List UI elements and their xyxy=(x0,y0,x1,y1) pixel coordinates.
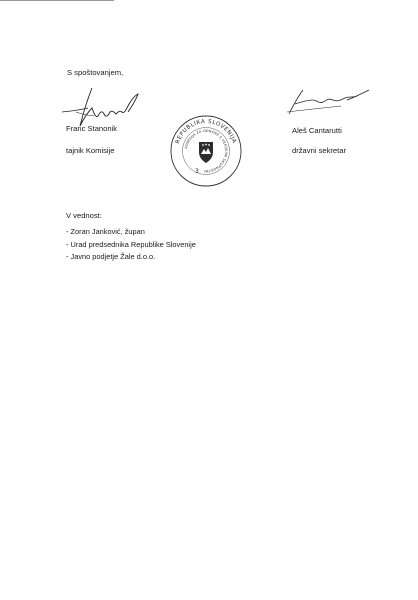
left-signatory-name: Franc Stanonik xyxy=(66,124,118,133)
list-item: - Zoran Janković, župan xyxy=(66,227,145,236)
right-signatory-name: Aleš Cantarutti xyxy=(292,126,342,135)
official-seal xyxy=(168,113,244,189)
left-signatory-title: tajnik Komisije xyxy=(66,146,115,155)
distribution-title: V vednost: xyxy=(66,211,102,220)
list-item: - Urad predsednika Republike Slovenije xyxy=(66,239,196,249)
right-signatory-title: državni sekretar xyxy=(292,146,347,155)
right-signature-icon xyxy=(283,84,375,120)
seal-number: 3 xyxy=(195,168,200,175)
list-item: - Javno podjetje Žale d.o.o. xyxy=(66,252,156,261)
coat-of-arms-icon xyxy=(199,142,213,163)
top-rule xyxy=(0,0,114,1)
seal-outer-text: REPUBLIKA SLOVENIJA xyxy=(175,118,237,145)
distribution-list xyxy=(66,226,196,264)
seal-inner-text: KOMISIJA ZA ODNOSE S VERSKIMI SKUPNOSTMI xyxy=(184,128,229,174)
closing-greeting: S spoštovanjem, xyxy=(67,68,124,77)
